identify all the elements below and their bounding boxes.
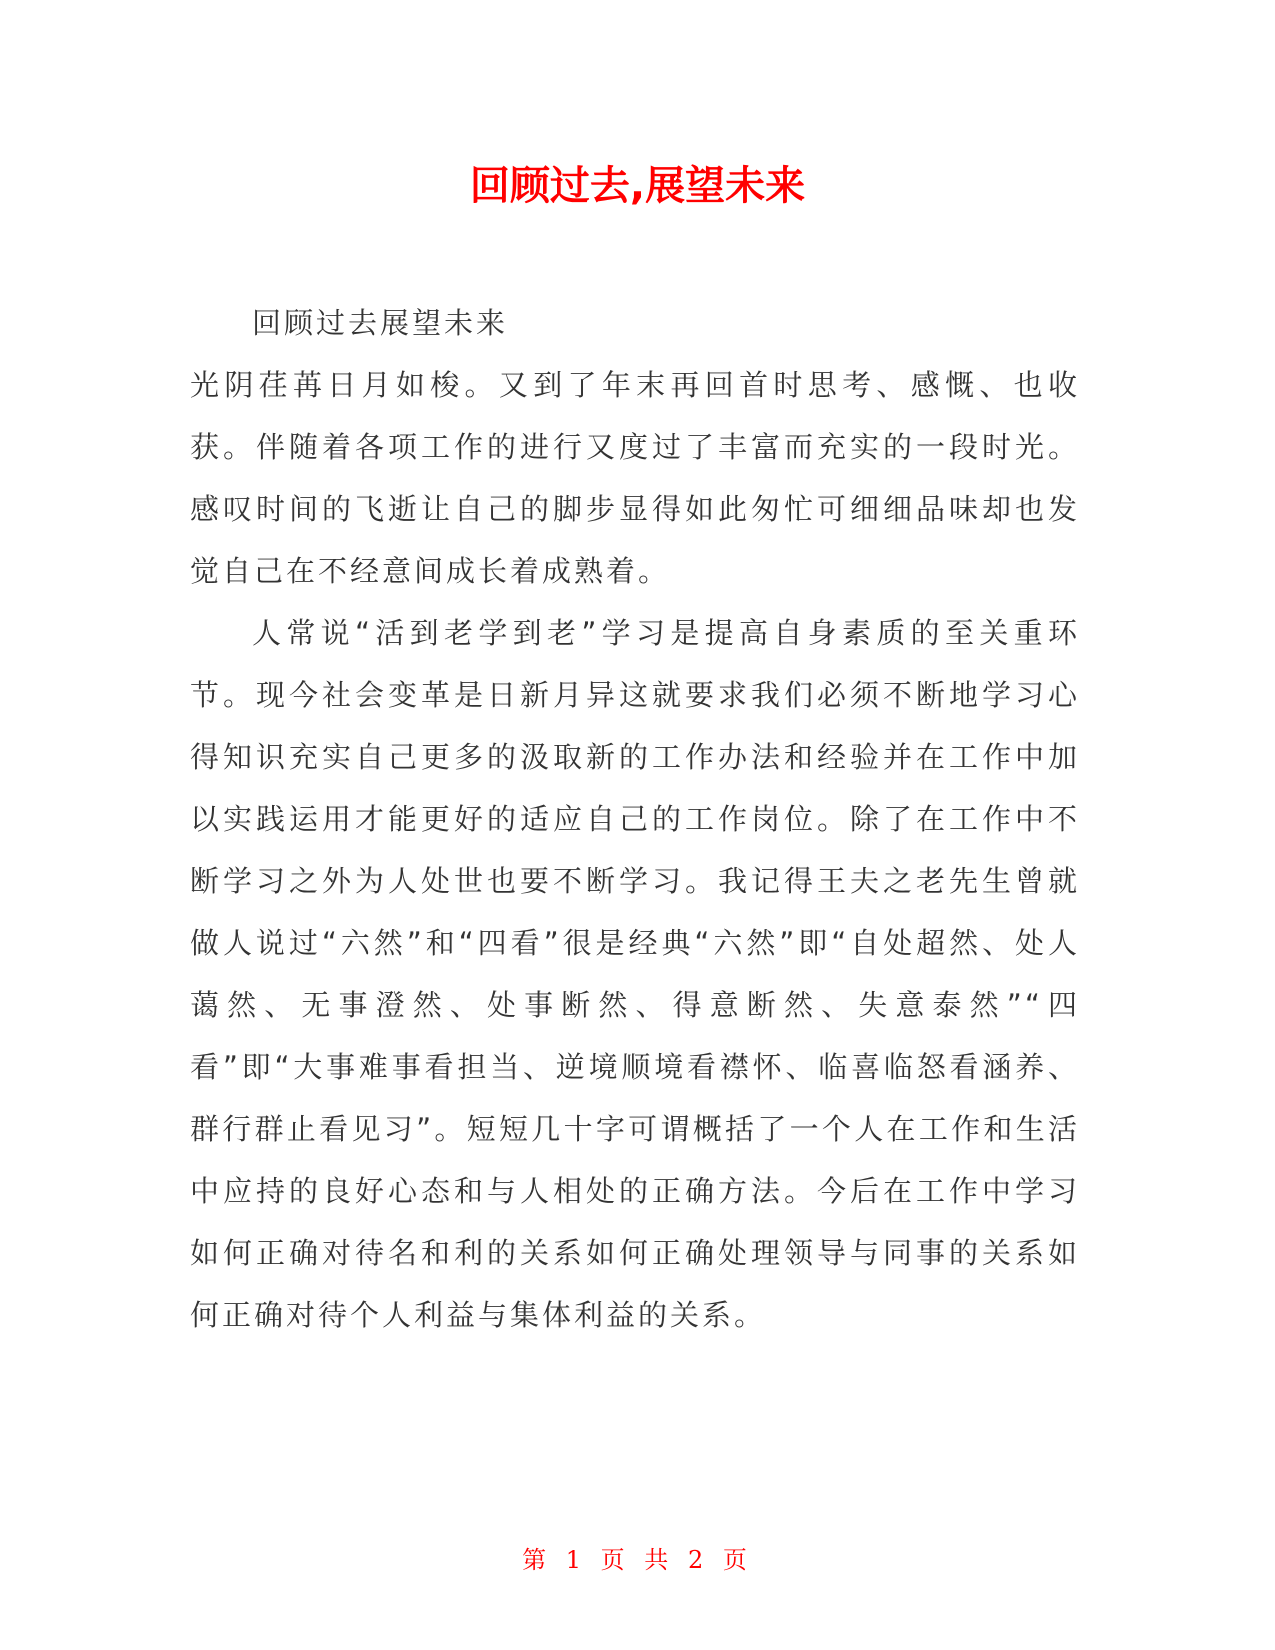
paragraph-1: 光阴荏苒日月如梭。又到了年末再回首时思考、感慨、也收获。伴随着各项工作的进行又度过了丰富而充实的一段时光。感叹时间的飞逝让自己的脚步显得如此匆忙可细细品味却也发觉自己在不经意间成长着成熟着。 — [190, 368, 1080, 588]
document-title: 回顾过去,展望未来 — [469, 163, 806, 209]
subtitle-paragraph: 回顾过去展望未来 — [252, 306, 509, 340]
page-number-footer: 第 1 页 共 2 页 — [522, 1546, 753, 1574]
document-body — [190, 292, 1080, 1346]
paragraph-2: 人常说“活到老学到老”学习是提高自身素质的至关重环节。现今社会变革是日新月异这就要求我们必须不断地学习心得知识充实自己更多的汲取新的工作办法和经验并在工作中加以实践运用才能更好的适应自己的工作岗位。除了在工作中不断学习之外为人处世也要不断学习。我记得王夫之老先生曾就做人说过“六然”和“四看”很是经典“六然”即“自处超然、处人蔼然、无事澄然、处事断然、得意断然、失意泰然”“四看”即“大事难事看担当、逆境顺境看襟怀、临喜临怒看涵养、群行群止看见习”。短短几十字可谓概括了一个人在工作和生活中应持的良好心态和与人相处的正确方法。今后在工作中学习如何正确对待名和利的关系如何正确处理领导与同事的关系如何正确对待个人利益与集体利益的关系。 — [190, 616, 1080, 1332]
